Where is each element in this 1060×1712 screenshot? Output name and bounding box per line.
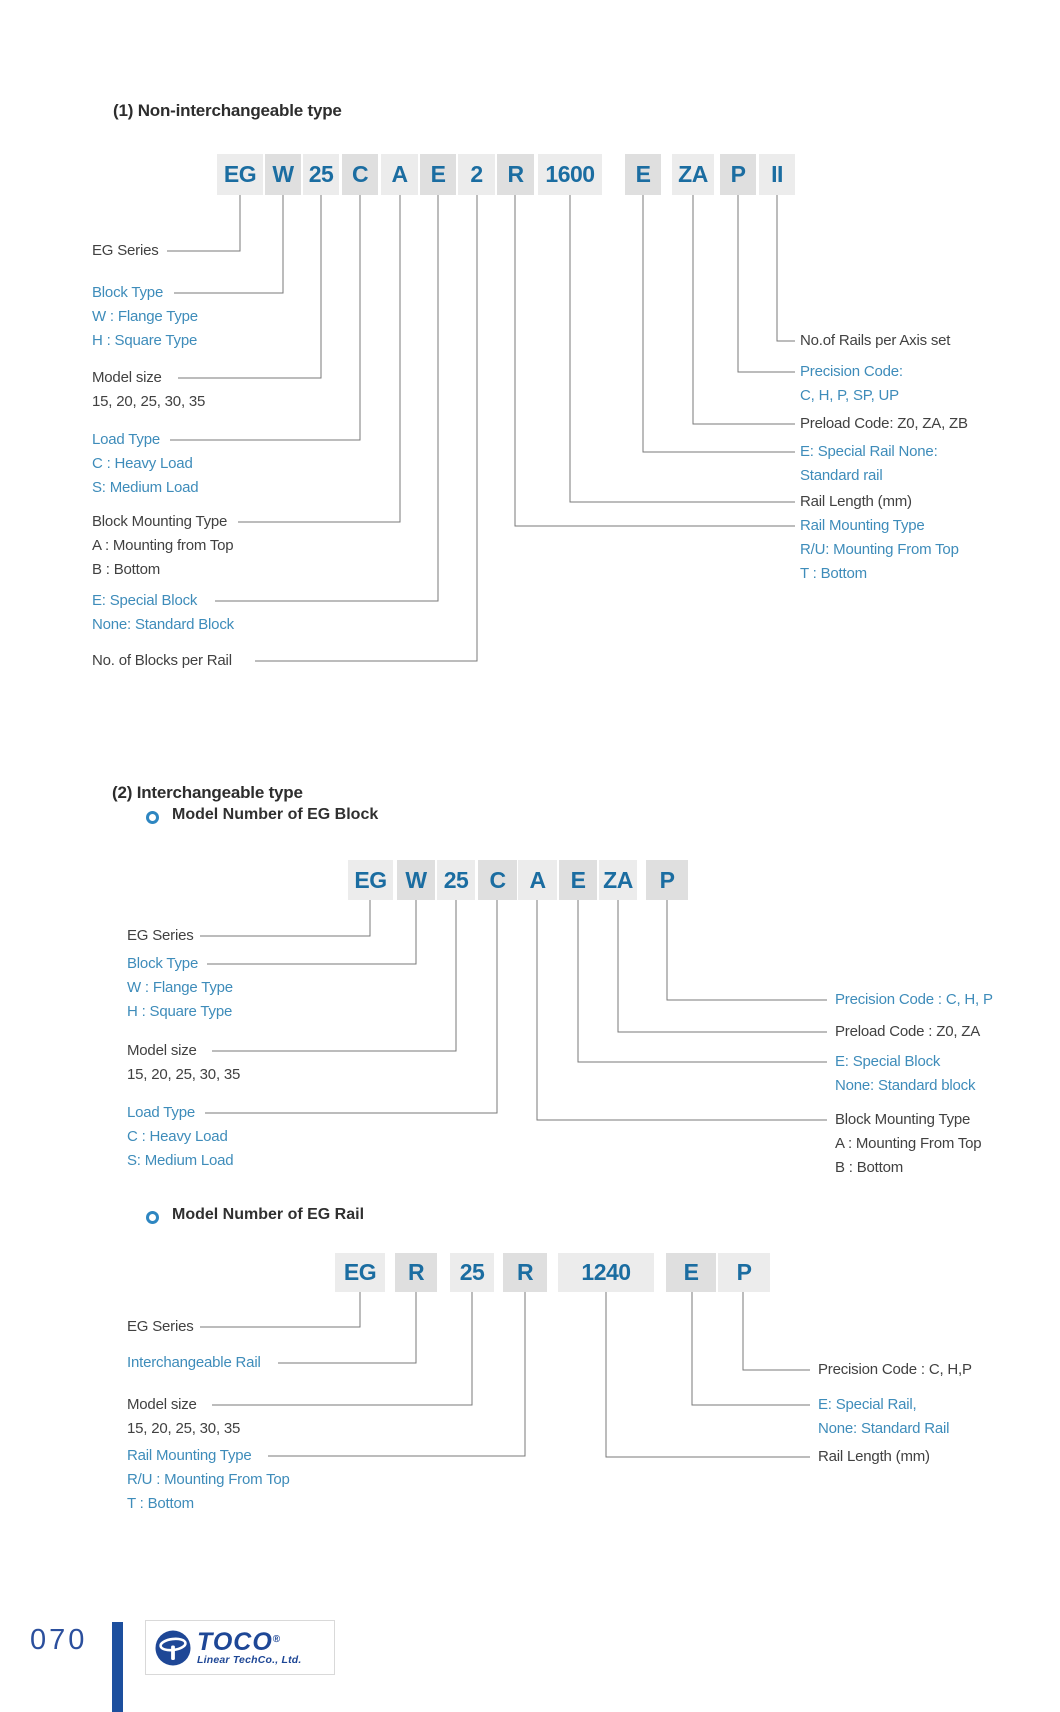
label-line: R/U : Mounting From Top	[127, 1471, 290, 1488]
label-line: EG Series	[127, 1318, 194, 1335]
label-eg-series	[92, 239, 159, 263]
brand-wordmark: TOCO	[197, 1627, 273, 1656]
label-precision-code	[835, 988, 993, 1012]
label-line: W : Flange Type	[127, 979, 233, 996]
label-line: Standard rail	[800, 467, 883, 484]
model-segment-blocktype: W	[265, 154, 301, 195]
label-block-type	[92, 281, 198, 353]
model-segment-raillength: 1240	[558, 1253, 654, 1292]
label-line: C, H, P, SP, UP	[800, 387, 899, 404]
model-segment-blocktype: W	[397, 860, 435, 900]
label-special-block	[835, 1050, 975, 1098]
label-line: Model size	[127, 1396, 197, 1413]
label-line: 15, 20, 25, 30, 35	[127, 1420, 241, 1437]
label-line: Rail Length (mm)	[800, 493, 912, 510]
label-load-type	[92, 428, 198, 500]
model-segment-special: E	[559, 860, 597, 900]
model-segment-load: C	[478, 860, 517, 900]
label-rails-per-axis	[800, 329, 950, 353]
toco-globe-icon	[154, 1629, 192, 1667]
registered-mark-icon: ®	[272, 1633, 281, 1645]
model-segment-size: 25	[437, 860, 475, 900]
label-model-size	[127, 1039, 240, 1087]
label-eg-series	[127, 924, 194, 948]
label-rail-mounting	[127, 1444, 290, 1516]
label-line: E: Special Rail None:	[800, 443, 938, 460]
label-line: Rail Length (mm)	[818, 1448, 930, 1465]
footer-divider-bar	[112, 1622, 123, 1712]
brand-tagline: Linear TechCo., Ltd.	[197, 1653, 302, 1666]
label-line: H : Square Type	[127, 1003, 233, 1020]
bullet-icon	[146, 811, 159, 824]
label-line: S: Medium Load	[127, 1152, 234, 1169]
label-line: Interchangeable Rail	[127, 1354, 261, 1371]
label-line: None: Standard Rail	[818, 1420, 950, 1437]
label-line: No.of Rails per Axis set	[800, 332, 951, 349]
label-line: A : Mounting from Top	[92, 537, 234, 554]
label-line: C : Heavy Load	[92, 455, 193, 472]
label-line: Block Type	[92, 284, 164, 301]
label-interchangeable-rail	[127, 1351, 261, 1375]
label-line: T : Bottom	[800, 565, 867, 582]
model-segment-railmount: R	[503, 1253, 547, 1292]
label-block-mounting	[835, 1108, 981, 1180]
label-line: B : Bottom	[92, 561, 161, 578]
label-line: Precision Code : C, H, P	[835, 991, 993, 1008]
label-rail-mounting	[800, 514, 959, 586]
label-line: E: Special Block	[92, 592, 198, 609]
label-line: Precision Code : C, H,P	[818, 1361, 972, 1378]
label-line: Preload Code: Z0, ZA, ZB	[800, 415, 968, 432]
label-rail-length	[818, 1445, 930, 1469]
label-line: H : Square Type	[92, 332, 198, 349]
section1-heading: (1) Non-interchangeable type	[113, 101, 342, 120]
label-line: Block Mounting Type	[92, 513, 228, 530]
model-segment-series: EG	[348, 860, 393, 900]
label-line: 15, 20, 25, 30, 35	[92, 393, 206, 410]
label-line: E: Special Block	[835, 1053, 941, 1070]
label-model-size	[127, 1393, 240, 1441]
logo-text	[197, 1627, 302, 1666]
model-segment-raillength: 1600	[538, 154, 602, 195]
label-model-size	[92, 366, 205, 414]
label-line: S: Medium Load	[92, 479, 199, 496]
label-precision-code	[818, 1358, 972, 1382]
label-line: Model size	[127, 1042, 197, 1059]
bullet-icon	[146, 1211, 159, 1224]
model-segment-special: E	[420, 154, 456, 195]
label-precision-code	[800, 360, 903, 408]
model-segment-precision: P	[720, 154, 756, 195]
label-line: None: Standard block	[835, 1077, 976, 1094]
label-rail-length	[800, 490, 912, 514]
rail-subtitle: Model Number of EG Rail	[172, 1206, 365, 1223]
model-segment-series: EG	[217, 154, 263, 195]
label-line: None: Standard Block	[92, 616, 234, 633]
block-subtitle: Model Number of EG Block	[172, 806, 379, 823]
label-line: 15, 20, 25, 30, 35	[127, 1066, 241, 1083]
model-segment-interchangeable: R	[395, 1253, 437, 1292]
model-segment-precision: P	[646, 860, 688, 900]
label-load-type	[127, 1101, 233, 1173]
model-segment-specialrail: E	[625, 154, 661, 195]
label-special-block	[92, 589, 234, 637]
label-line: Rail Mounting Type	[800, 517, 925, 534]
label-line: Model size	[92, 369, 162, 386]
label-line: E: Special Rail,	[818, 1396, 917, 1413]
label-eg-series	[127, 1315, 194, 1339]
label-line: EG Series	[127, 927, 194, 944]
model-segment-blocks: 2	[458, 154, 495, 195]
model-segment-preload: ZA	[672, 154, 714, 195]
label-line: A : Mounting From Top	[835, 1135, 982, 1152]
model-segment-mounting: A	[381, 154, 418, 195]
label-blocks-per-rail	[92, 649, 232, 673]
brand-logo	[145, 1620, 335, 1675]
model-segment-series: EG	[335, 1253, 385, 1292]
label-line: Rail Mounting Type	[127, 1447, 252, 1464]
model-segment-rails: II	[759, 154, 795, 195]
model-segment-preload: ZA	[599, 860, 637, 900]
label-line: W : Flange Type	[92, 308, 198, 325]
model-segment-size: 25	[303, 154, 339, 195]
model-segment-special: E	[666, 1253, 716, 1292]
label-preload-code	[835, 1020, 980, 1044]
label-preload-code	[800, 412, 968, 436]
label-line: No. of Blocks per Rail	[92, 652, 232, 669]
label-line: Preload Code : Z0, ZA	[835, 1023, 981, 1040]
model-segment-size: 25	[450, 1253, 494, 1292]
model-segment-precision: P	[718, 1253, 770, 1292]
label-line: Block Mounting Type	[835, 1111, 971, 1128]
label-line: C : Heavy Load	[127, 1128, 228, 1145]
page-number: 070	[30, 1624, 88, 1656]
label-line: T : Bottom	[127, 1495, 194, 1512]
label-line: Precision Code:	[800, 363, 903, 380]
label-line: R/U: Mounting From Top	[800, 541, 959, 558]
model-segment-railmount: R	[497, 154, 534, 195]
label-line: EG Series	[92, 242, 159, 259]
model-segment-mounting: A	[518, 860, 557, 900]
label-line: B : Bottom	[835, 1159, 904, 1176]
label-line: Block Type	[127, 955, 199, 972]
model-segment-load: C	[342, 154, 378, 195]
label-special-rail	[818, 1393, 949, 1441]
label-line: Load Type	[92, 431, 160, 448]
label-special-rail	[800, 440, 938, 488]
label-block-type	[127, 952, 233, 1024]
label-block-mounting	[92, 510, 233, 582]
section2-heading: (2) Interchangeable type	[112, 783, 303, 802]
label-line: Load Type	[127, 1104, 195, 1121]
